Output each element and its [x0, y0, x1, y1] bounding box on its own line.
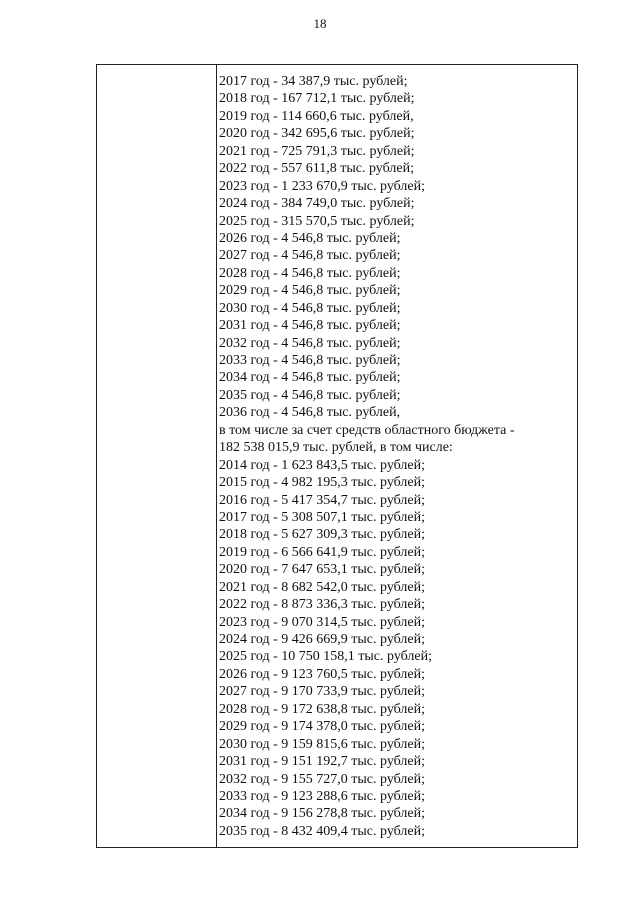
funding-line: 2014 год - 1 623 843,5 тыс. рублей;	[219, 457, 426, 473]
funding-line: 2028 год - 9 172 638,8 тыс. рублей;	[219, 701, 426, 717]
funding-line: 2025 год - 10 750 158,1 тыс. рублей;	[219, 649, 433, 665]
funding-table	[96, 64, 578, 848]
funding-line: 2033 год - 4 546,8 тыс. рублей;	[219, 353, 401, 368]
funding-line: 2020 год - 342 695,6 тыс. рублей;	[219, 126, 415, 142]
funding-line: 2017 год - 5 308 507,1 тыс. рублей;	[219, 509, 426, 525]
funding-line: 2022 год - 557 611,8 тыс. рублей;	[219, 161, 414, 177]
funding-line: 2035 год - 8 432 409,4 тыс. рублей;	[219, 823, 426, 839]
funding-line: 2023 год - 9 070 314,5 тыс. рублей;	[219, 614, 426, 630]
funding-line: 2034 год - 9 156 278,8 тыс. рублей;	[219, 806, 426, 822]
funding-line: 2024 год - 384 749,0 тыс. рублей;	[219, 196, 415, 212]
funding-line: 2030 год - 4 546,8 тыс. рублей;	[219, 300, 401, 316]
funding-line: 2026 год - 4 546,8 тыс. рублей;	[219, 230, 401, 246]
funding-line: 2036 год - 4 546,8 тыс. рублей,	[219, 405, 401, 421]
page-number: 18	[313, 16, 327, 31]
funding-line: 2021 год - 725 791,3 тыс. рублей;	[219, 143, 415, 159]
funding-line: 2025 год - 315 570,5 тыс. рублей;	[219, 213, 415, 229]
funding-line: 2029 год - 9 174 378,0 тыс. рублей;	[219, 719, 426, 735]
funding-line: 2027 год - 9 170 733,9 тыс. рублей;	[219, 684, 426, 700]
funding-line: 2031 год - 9 151 192,7 тыс. рублей;	[219, 754, 426, 770]
funding-line: 2019 год - 114 660,6 тыс. рублей,	[219, 108, 414, 124]
funding-line: 2015 год - 4 982 195,3 тыс. рублей;	[219, 475, 426, 491]
table-left-cell	[97, 65, 217, 847]
funding-line: 2028 год - 4 546,8 тыс. рублей;	[219, 265, 401, 281]
funding-line: 182 538 015,9 тыс. рублей, в том числе:	[219, 440, 453, 456]
funding-line: 2026 год - 9 123 760,5 тыс. рублей;	[219, 666, 426, 682]
funding-line: 2021 год - 8 682 542,0 тыс. рублей;	[219, 579, 426, 595]
funding-line: 2022 год - 8 873 336,3 тыс. рублей;	[219, 597, 426, 613]
funding-line: 2033 год - 9 123 288,6 тыс. рублей;	[219, 788, 426, 804]
funding-line: 2031 год - 4 546,8 тыс. рублей;	[219, 318, 401, 334]
funding-line: 2032 год - 4 546,8 тыс. рублей;	[219, 335, 401, 351]
funding-line: 2029 год - 4 546,8 тыс. рублей;	[219, 283, 401, 299]
funding-line: 2024 год - 9 426 669,9 тыс. рублей;	[219, 632, 426, 647]
funding-line: в том числе за счет средств областного бюджета -	[219, 422, 515, 438]
funding-line: 2016 год - 5 417 354,7 тыс. рублей;	[219, 492, 426, 508]
funding-line: 2030 год - 9 159 815,6 тыс. рублей;	[219, 736, 426, 752]
funding-line: 2035 год - 4 546,8 тыс. рублей;	[219, 387, 401, 403]
funding-line: 2018 год - 167 712,1 тыс. рублей;	[219, 91, 415, 107]
funding-lines-list	[217, 65, 577, 840]
funding-line: 2034 год - 4 546,8 тыс. рублей;	[219, 370, 401, 386]
table-right-cell	[217, 65, 577, 847]
funding-line: 2018 год - 5 627 309,3 тыс. рублей;	[219, 527, 426, 543]
funding-line: 2020 год - 7 647 653,1 тыс. рублей;	[219, 562, 426, 578]
funding-line: 2019 год - 6 566 641,9 тыс. рублей;	[219, 544, 426, 560]
funding-line: 2017 год - 34 387,9 тыс. рублей;	[219, 74, 408, 89]
funding-line: 2032 год - 9 155 727,0 тыс. рублей;	[219, 771, 426, 787]
funding-line: 2023 год - 1 233 670,9 тыс. рублей;	[219, 178, 426, 194]
funding-line: 2027 год - 4 546,8 тыс. рублей;	[219, 248, 401, 264]
